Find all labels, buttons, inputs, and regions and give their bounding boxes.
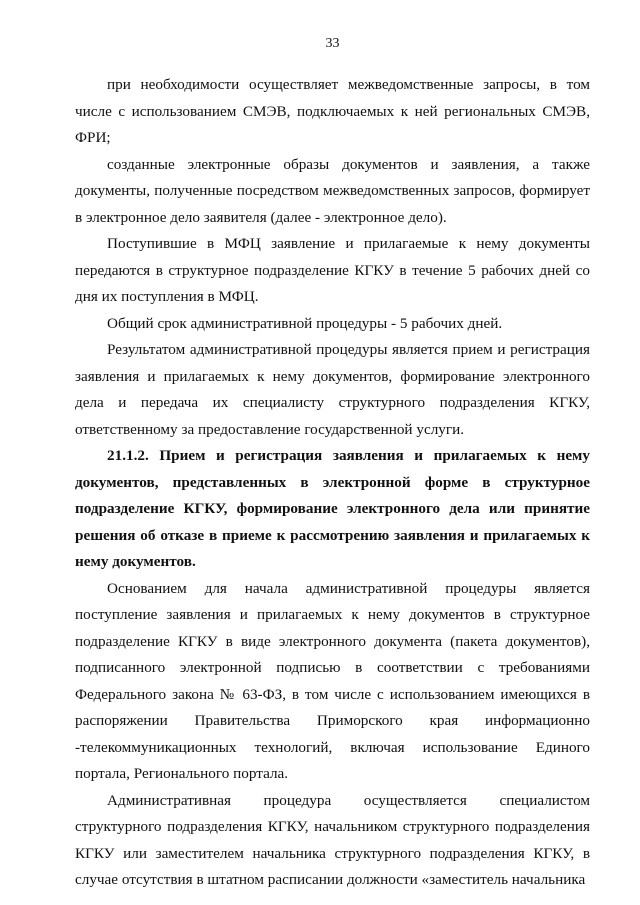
paragraph-procedure-result: Результатом административной процедуры является прием и регистрация заявления и прилагаемых к нему документов, формирование электронного дела и передача их специалисту структурного подразделения КГКУ, ответственному за предоставление государственной услуги. — [75, 341, 590, 438]
section-heading-21-1-2: 21.1.2. Прием и регистрация заявления и прилагаемых к нему документов, представленных в электронной форме в структурное подразделение КГКУ, формирование электронного дела или принятие решения об отказе в приеме к рассмотрению заявления и прилагаемых к нему документов. — [75, 447, 590, 570]
paragraph-procedure-basis: Основанием для начала административной процедуры является поступление заявления и прилагаемых к нему документов в структурное подразделение КГКУ в виде электронного документа (пакета документов), подписанного электронной подписью в соответствии с требованиями Федерального закона № 63-ФЗ, в том числе с использованием имеющихся в распоряжении Правительства Приморского края информационно -телекоммуникационных технологий, включая использование Единого портала, Регионального портала. — [75, 579, 590, 782]
paragraph-responsible-officials: Административная процедура осуществляется специалистом структурного подразделения КГКУ, начальником структурного подразделения КГКУ или заместителем начальника структурного подразделения КГКУ, в случае отсутствия в штатном расписании должности «заместитель начальника — [75, 791, 590, 888]
page-number: 33 — [325, 36, 340, 51]
paragraph-transfer-to-kgku: Поступившие в МФЦ заявление и прилагаемые к нему документы передаются в структурное подразделение КГКУ в течение 5 рабочих дней со дня их поступления в МФЦ. — [75, 235, 590, 305]
paragraph-electronic-case: созданные электронные образы документов и заявления, а также документы, полученные посредством межведомственных запросов, формирует в электронное дело заявителя (далее - электронное дело). — [75, 155, 590, 226]
paragraph-interagency-requests: при необходимости осуществляет межведомственные запросы, в том числе с использованием СМЭВ, подключаемых к ней региональных СМЭВ, ФРИ; — [75, 76, 590, 146]
paragraph-procedure-term: Общий срок административной процедуры - 5 рабочих дней. — [107, 314, 503, 332]
